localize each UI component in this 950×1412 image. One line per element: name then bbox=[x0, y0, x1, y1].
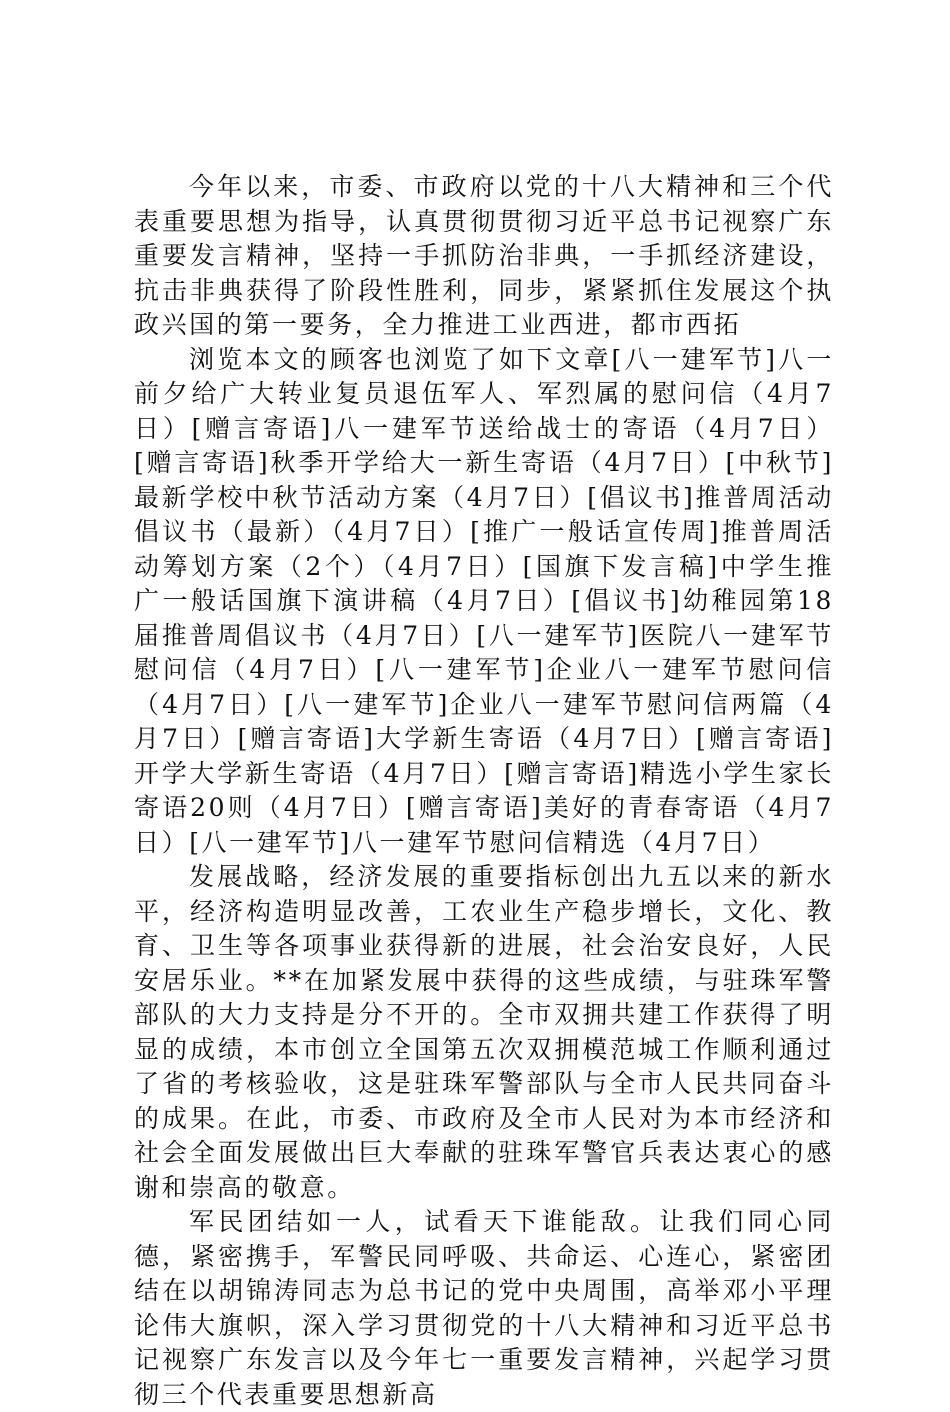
document-page bbox=[134, 170, 834, 1412]
paragraph-development: 发展战略，经济发展的重要指标创出九五以来的新水平，经济构造明显改善，工农业生产稳步增长，文化、教育、卫生等各项事业获得新的进展，社会治安良好，人民安居乐业。**在加紧发展中获得的这些成绩，与驻珠军警部队的大力支持是分不开的。全市双拥共建工作获得了明显的成绩，本市创立全国第五次双拥模范城工作顺利通过了省的考核验收，这是驻珠军警部队与全市人民共同奋斗的成果。在此，市委、市政府及全市人民对为本市经济和社会全面发展做出巨大奉献的驻珠军警官兵表达衷心的感谢和崇高的敬意。 bbox=[134, 862, 834, 1202]
paragraph-related-articles: 浏览本文的顾客也浏览了如下文章[八一建军节]八一前夕给广大转业复员退伍军人、军烈属的慰问信（4月7日）[赠言寄语]八一建军节送给战士的寄语（4月7日）[赠言寄语]秋季开学给大一新生寄语（4月7日）[中秋节]最新学校中秋节活动方案（4月7日）[倡议书]推普周活动倡议书（最新）（4月7日）[推广一般话宣传周]推普周活动筹划方案（2个）（4月7日）[国旗下发言稿]中学生推广一般话国旗下演讲稿（4月7日）[倡议书]幼稚园第18届推普周倡议书（4月7日）[八一建军节]医院八一建军节慰问信（4月7日）[八一建军节]企业八一建军节慰问信（4月7日）[八一建军节]企业八一建军节慰问信两篇（4月7日）[赠言寄语]大学新生寄语（4月7日）[赠言寄语]开学大学新生寄语（4月7日）[赠言寄语]精选小学生家长寄语20则（4月7日）[赠言寄语]美好的青春寄语（4月7日）[八一建军节]八一建军节慰问信精选（4月7日） bbox=[134, 344, 834, 857]
paragraph-unity: 军民团结如一人，试看天下谁能敌。让我们同心同德，紧密携手，军警民同呼吸、共命运、心连心，紧密团结在以胡锦涛同志为总书记的党中央周围，高举邓小平理论伟大旗帜，深入学习贯彻党的十八大精神和习近平总书记视察广东发言以及今年七一重要发言精神，兴起学习贯彻三个代表重要思想新高 bbox=[134, 1207, 834, 1409]
paragraph-intro: 今年以来，市委、市政府以党的十八大精神和三个代表重要思想为指导，认真贯彻贯彻习近平总书记视察广东重要发言精神，坚持一手抓防治非典，一手抓经济建设，抗击非典获得了阶段性胜利，同步，紧紧抓住发展这个执政兴国的第一要务，全力推进工业西进，都市西拓 bbox=[134, 172, 834, 339]
